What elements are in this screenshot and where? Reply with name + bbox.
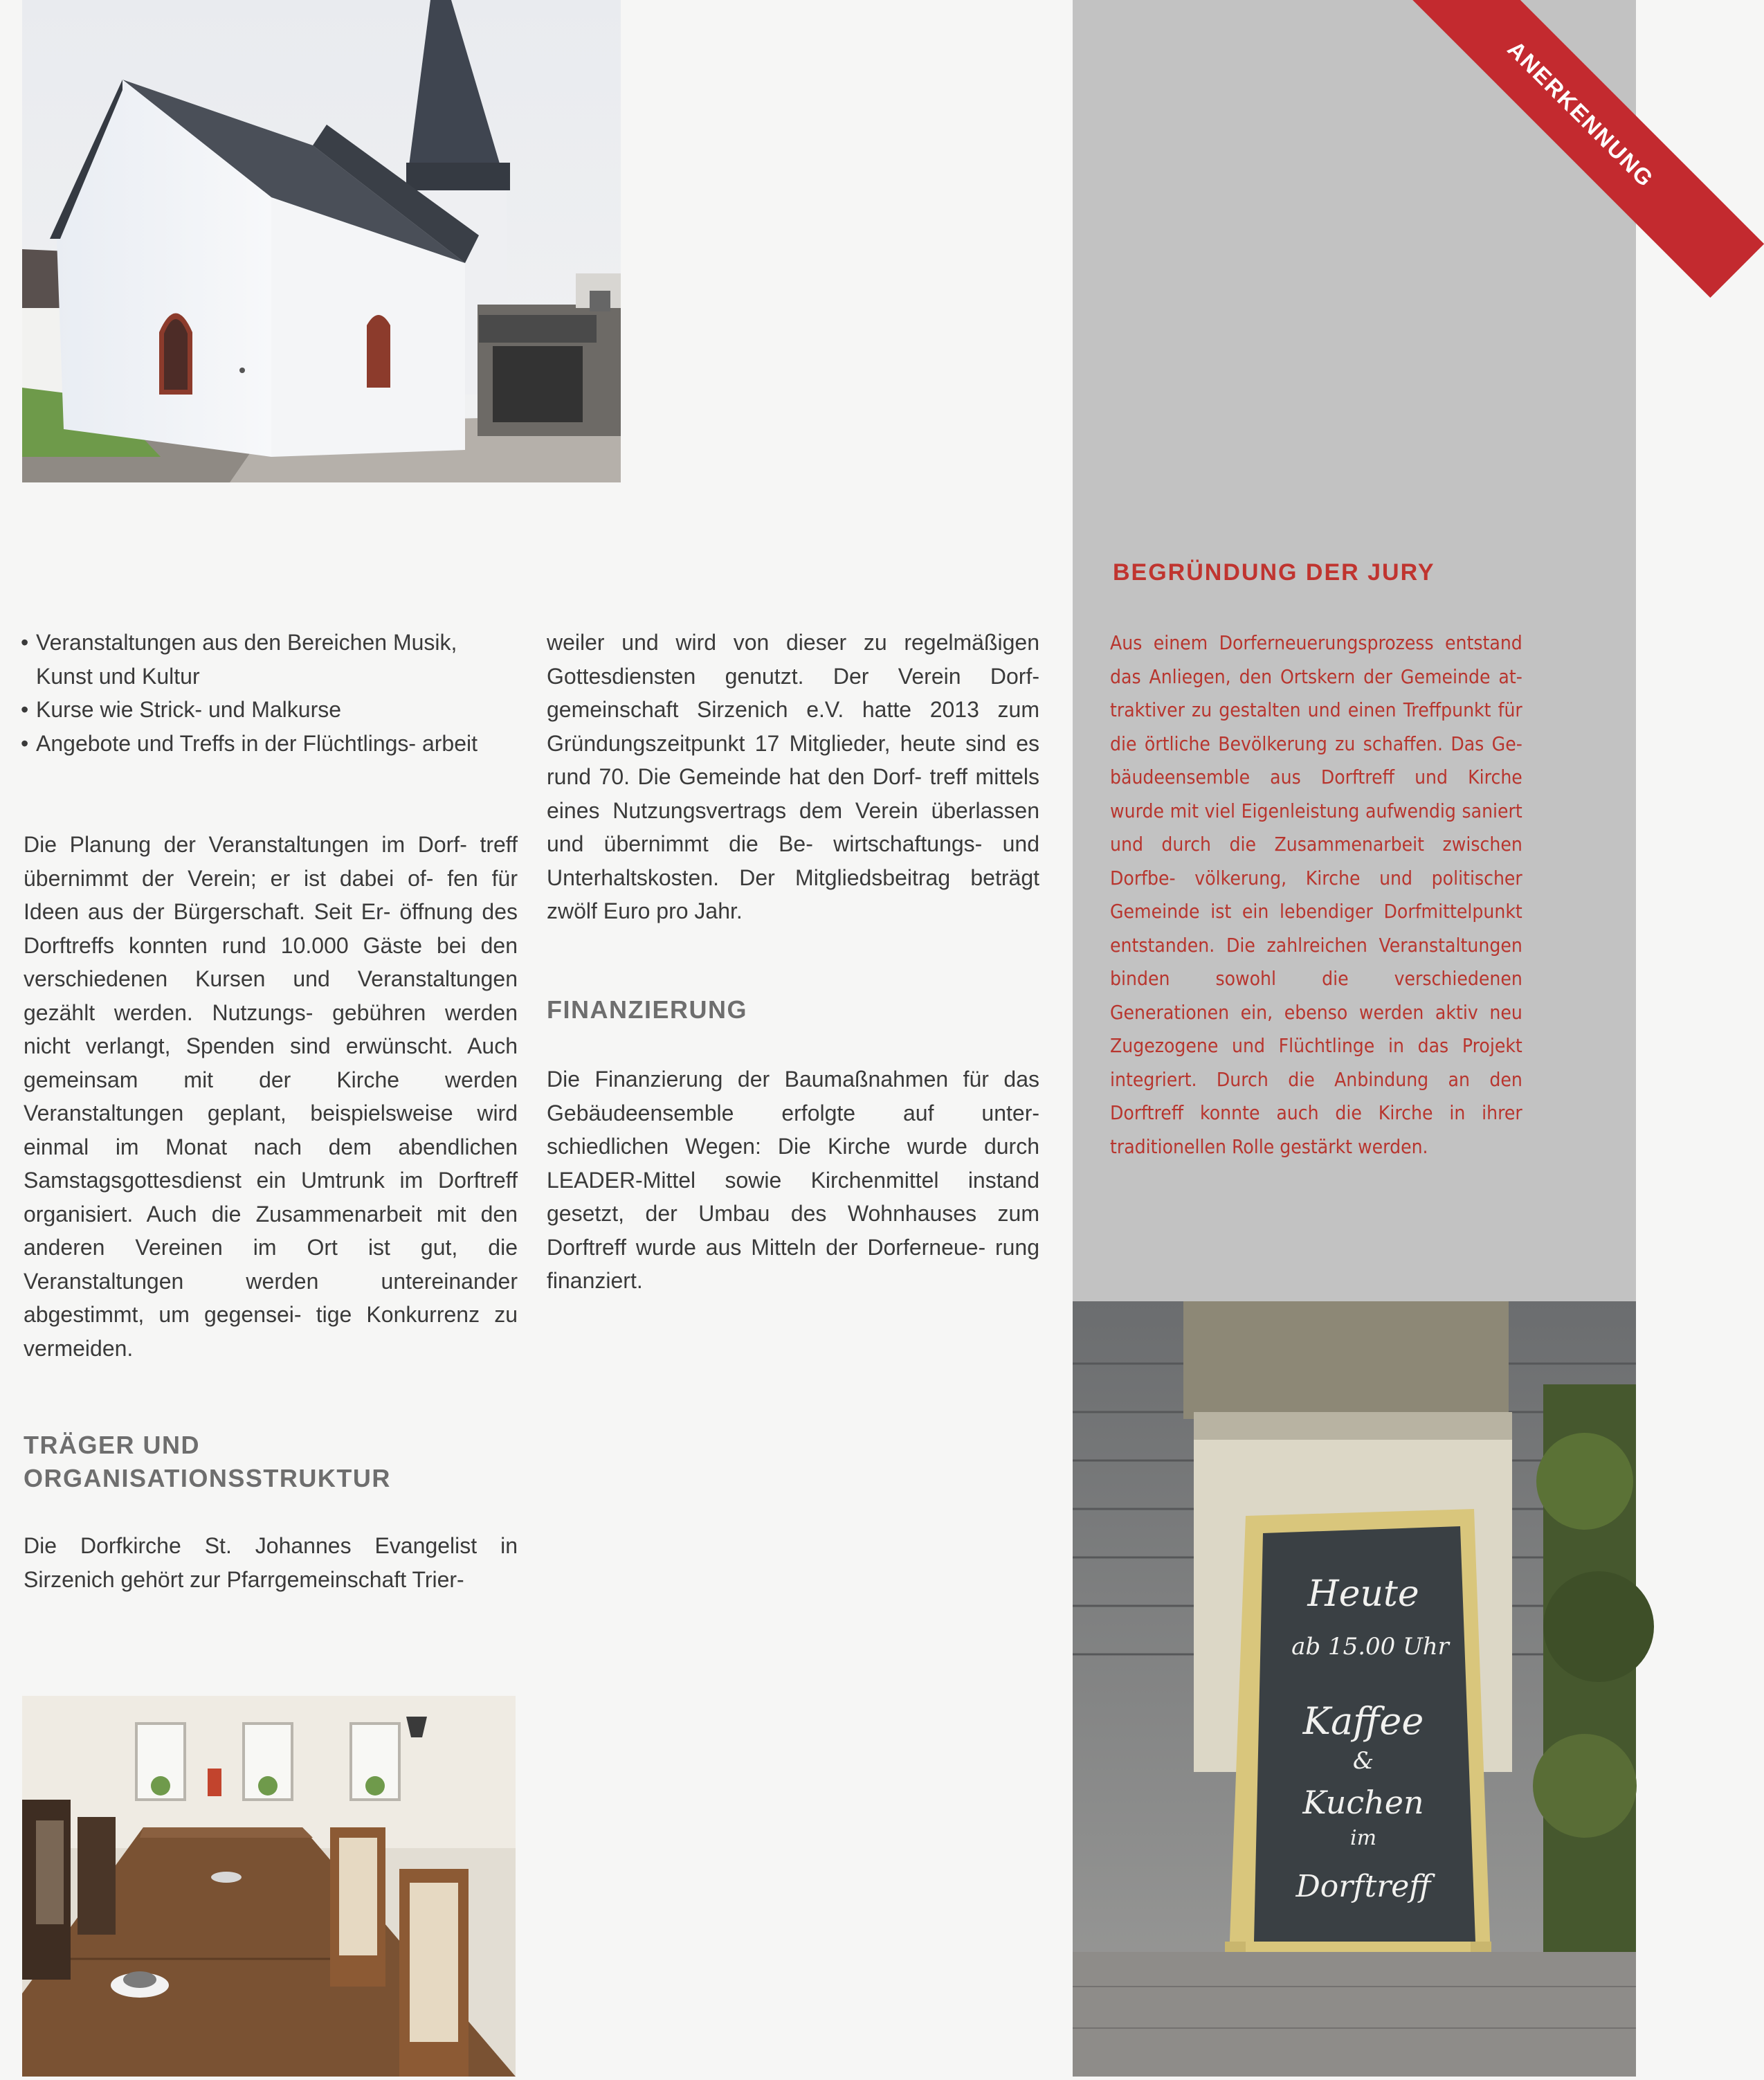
bullet-item: • Angebote und Treffs in der Flüchtlings- arbeit: [21, 727, 519, 761]
chalk-line-7: Dorftreff: [1295, 1869, 1431, 1904]
finanzierung-paragraph: Die Finanzierung der Baumaßnahmen für das Gebäudeensemble erfolgte auf unter- schiedlichen Wegen: Die Kirche wurde durch LEADER-Mittel sowie Kirchenmittel instand gesetzt, der Umbau des Wohnhauses zum Dorftreff wurde aus Mitteln der Dorferneue- rung finanziert.: [547, 1067, 1039, 1293]
heading-traeger-line1: TRÄGER UND: [24, 1431, 200, 1459]
jury-title: BEGRÜNDUNG DER JURY: [1113, 559, 1435, 586]
chalk-line-4: &: [1352, 1747, 1374, 1775]
dorftreff-interior-photo: [22, 1696, 516, 2077]
chalk-line-6: im: [1349, 1826, 1377, 1850]
bullet-item: • Kurse wie Strick- und Malkurse: [21, 693, 519, 727]
heading-finanzierung: FINANZIERUNG: [547, 995, 747, 1024]
chalkboard-photo: [1073, 1301, 1636, 2077]
heading-traeger-line2: ORGANISATIONSSTRUKTUR: [24, 1464, 391, 1492]
column-two-paragraph: weiler und wird von dieser zu regelmäßigen Gottesdiensten genutzt. Der Verein Dorf- gemeinschaft Sirzenich e.V. hatte 2013 zum Gründungszeitpunkt 17 Mitglieder, heute sind es rund 70. Die Gemeinde hat den Dorf- treff mittels eines Nutzungsvertrags dem Verein überlassen und übernimmt die Be- wirtschaftungs- und Unterhaltskosten. Der Mitgliedsbeitrag beträgt zwölf Euro pro Jahr.: [547, 630, 1039, 923]
chalk-line-1: Heute: [1307, 1573, 1419, 1615]
chalk-line-3: Kaffee: [1302, 1699, 1424, 1743]
bullet-item: • Veranstaltungen aus den Bereichen Musik, Kunst und Kultur: [21, 626, 519, 693]
award-ribbon: [1359, 0, 1660, 277]
jury-statement: Aus einem Dorferneuerungsprozess entstand das Anliegen, den Ortskern der Gemeinde at- traktiver zu gestalten und einen Treffpunkt für die örtliche Bevölkerung zu schaffen. Das Ge- bäudeensemble aus Dorftreff und Kirche wurde mit viel Eigenleistung aufwendig saniert und durch die Zusammenarbeit zwischen Dorfbe- völkerung, Kirche und politischer Gemeinde ist ein lebendiger Dorfmittelpunkt entstanden. Die zahlreichen Veranstaltungen binden sowohl die verschiedenen Generationen ein, ebenso werden aktiv neu Zugezogene und Flüchtlinge in das Projekt integriert. Durch die Anbindung an den Dorftreff konnte auch die Kirche in ihrer traditionellen Rolle gestärkt werden.: [1110, 631, 1522, 1158]
award-ribbon-label: ANERKENNUNG: [1397, 0, 1764, 298]
church-photo: [22, 0, 621, 482]
offer-bullet-list: [21, 626, 519, 760]
chalk-line-5: Kuchen: [1302, 1784, 1424, 1821]
heading-traeger: [24, 1429, 518, 1495]
planning-paragraph: Die Planung der Veranstaltungen im Dorf- treff übernimmt der Verein; er ist dabei of- fen für Ideen aus der Bürgerschaft. Seit Er- öffnung des Dorftreffs konnten rund 10.000 Gäste bei den verschiedenen Kursen und Veranstaltungen gezählt werden. Nutzungs- gebühren werden nicht verlangt, Spenden sind erwünscht. Auch gemeinsam mit der Kirche werden Veranstaltungen geplant, beispielsweise wird einmal im Monat nach dem abendlichen Samstagsgottesdienst ein Umtrunk im Dorftreff organisiert. Auch die Zusammenarbeit mit den anderen Vereinen im Ort ist gut, die Veranstaltungen werden untereinander abgestimmt, um gegensei- tige Konkurrenz zu vermeiden.: [24, 832, 518, 1361]
chalk-line-2: ab 15.00 Uhr: [1291, 1633, 1449, 1661]
traeger-paragraph: Die Dorfkirche St. Johannes Evangelist in Sirzenich gehört zur Pfarrgemeinschaft Trier-: [24, 1533, 518, 1592]
